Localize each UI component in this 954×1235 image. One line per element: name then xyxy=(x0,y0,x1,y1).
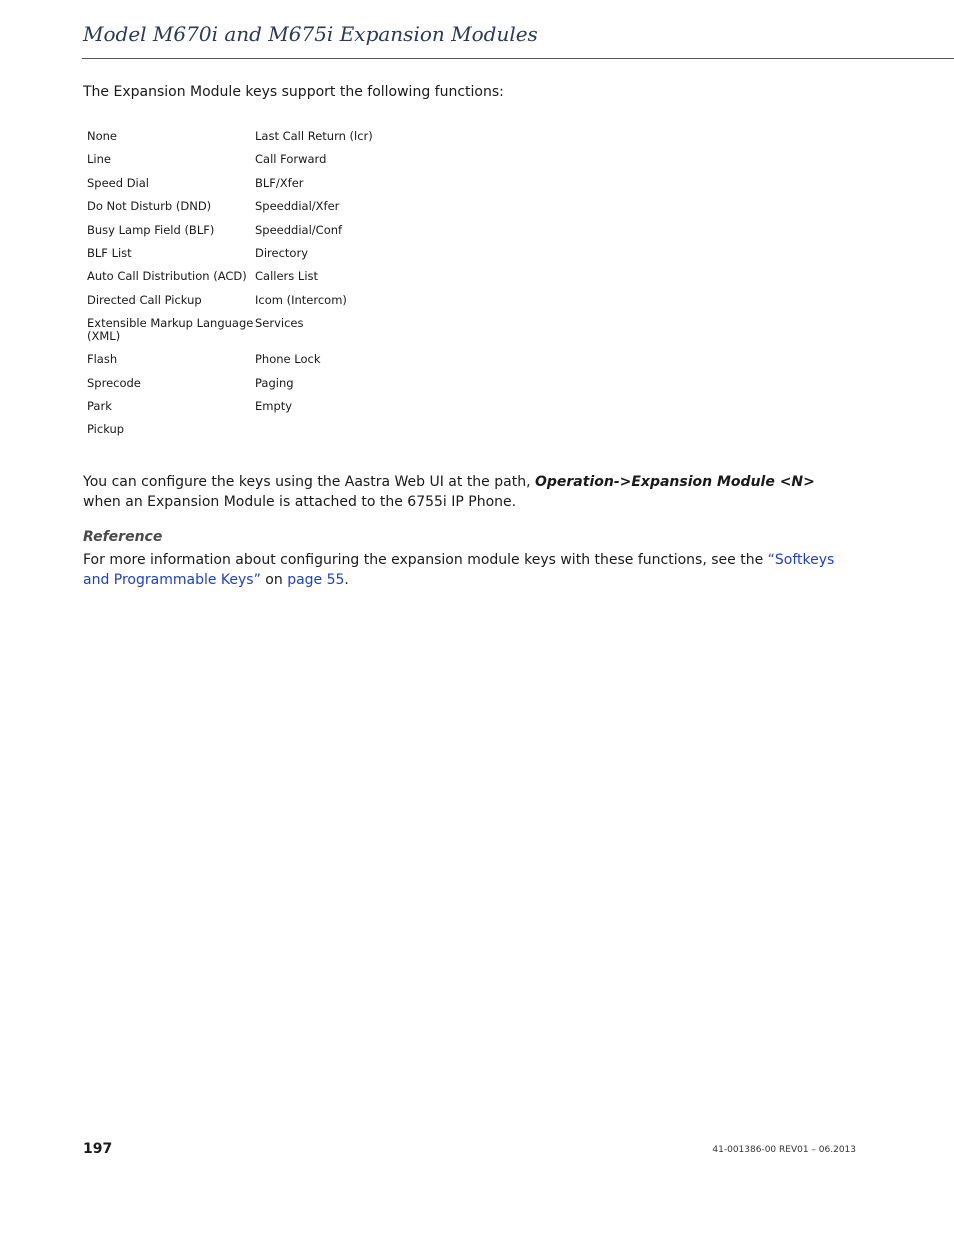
function-cell: Services xyxy=(255,316,304,331)
table-row xyxy=(87,353,455,376)
function-cell: Auto Call Distribution (ACD) xyxy=(87,269,247,284)
page-header-title: Model M670i and M675i Expansion Modules xyxy=(83,22,538,46)
page-number: 197 xyxy=(83,1141,113,1157)
config-prefix: You can configure the keys using the Aastra Web UI at the path, xyxy=(83,474,535,490)
table-row xyxy=(87,400,455,423)
function-cell: Phone Lock xyxy=(255,352,321,367)
reference-paragraph xyxy=(83,551,853,590)
function-cell xyxy=(255,423,455,446)
function-cell: Speed Dial xyxy=(87,175,149,190)
function-cell: Speeddial/Conf xyxy=(255,222,343,237)
table-row xyxy=(87,377,455,400)
config-suffix: when an Expansion Module is attached to the 6755i IP Phone. xyxy=(83,493,517,510)
function-cell: Directed Call Pickup xyxy=(87,292,202,307)
function-cell: Do Not Disturb (DND) xyxy=(87,199,212,214)
function-cell: Paging xyxy=(255,375,294,390)
function-cell: Empty xyxy=(255,398,293,413)
function-cell: Call Forward xyxy=(255,152,327,167)
table-row xyxy=(87,247,455,270)
config-path: Operation->Expansion Module <N> xyxy=(534,474,815,490)
table-row xyxy=(87,224,455,247)
function-cell: Line xyxy=(87,152,111,167)
config-paragraph xyxy=(83,473,853,512)
table-row xyxy=(87,423,455,446)
page-link[interactable]: page 55 xyxy=(287,571,345,588)
function-cell: Directory xyxy=(255,245,309,260)
table-row xyxy=(87,130,455,153)
table-row xyxy=(87,200,455,223)
functions-table xyxy=(87,130,455,447)
document-id: 41-001386-00 REV01 – 06.2013 xyxy=(712,1145,856,1155)
function-cell: BLF List xyxy=(87,245,132,260)
function-cell: None xyxy=(87,129,118,143)
softkeys-link[interactable]: “Softkeys and Programmable Keys” xyxy=(83,552,835,588)
function-cell: Park xyxy=(87,398,112,413)
table-row xyxy=(87,177,455,200)
table-row xyxy=(87,270,455,293)
table-row xyxy=(87,153,455,176)
reference-middle: on xyxy=(260,571,288,588)
function-cell: Icom (Intercom) xyxy=(255,292,347,307)
table-row xyxy=(87,294,455,317)
header-divider xyxy=(82,58,954,59)
table-row xyxy=(87,317,455,353)
function-cell: Callers List xyxy=(255,269,319,284)
intro-text: The Expansion Module keys support the following functions: xyxy=(83,84,504,100)
function-cell: Speeddial/Xfer xyxy=(255,199,340,214)
reference-suffix: . xyxy=(344,571,349,588)
function-cell: Flash xyxy=(87,352,118,367)
reference-heading: Reference xyxy=(83,529,163,545)
function-cell: Busy Lamp Field (BLF) xyxy=(87,222,215,237)
function-cell: Pickup xyxy=(87,422,125,437)
function-cell: Sprecode xyxy=(87,375,141,390)
function-cell: Extensible Markup Language (XML) xyxy=(87,316,254,344)
function-cell: Last Call Return (lcr) xyxy=(255,129,373,143)
reference-prefix: For more information about configuring the expansion module keys with these functions, see the xyxy=(83,552,768,568)
function-cell: BLF/Xfer xyxy=(255,175,304,190)
